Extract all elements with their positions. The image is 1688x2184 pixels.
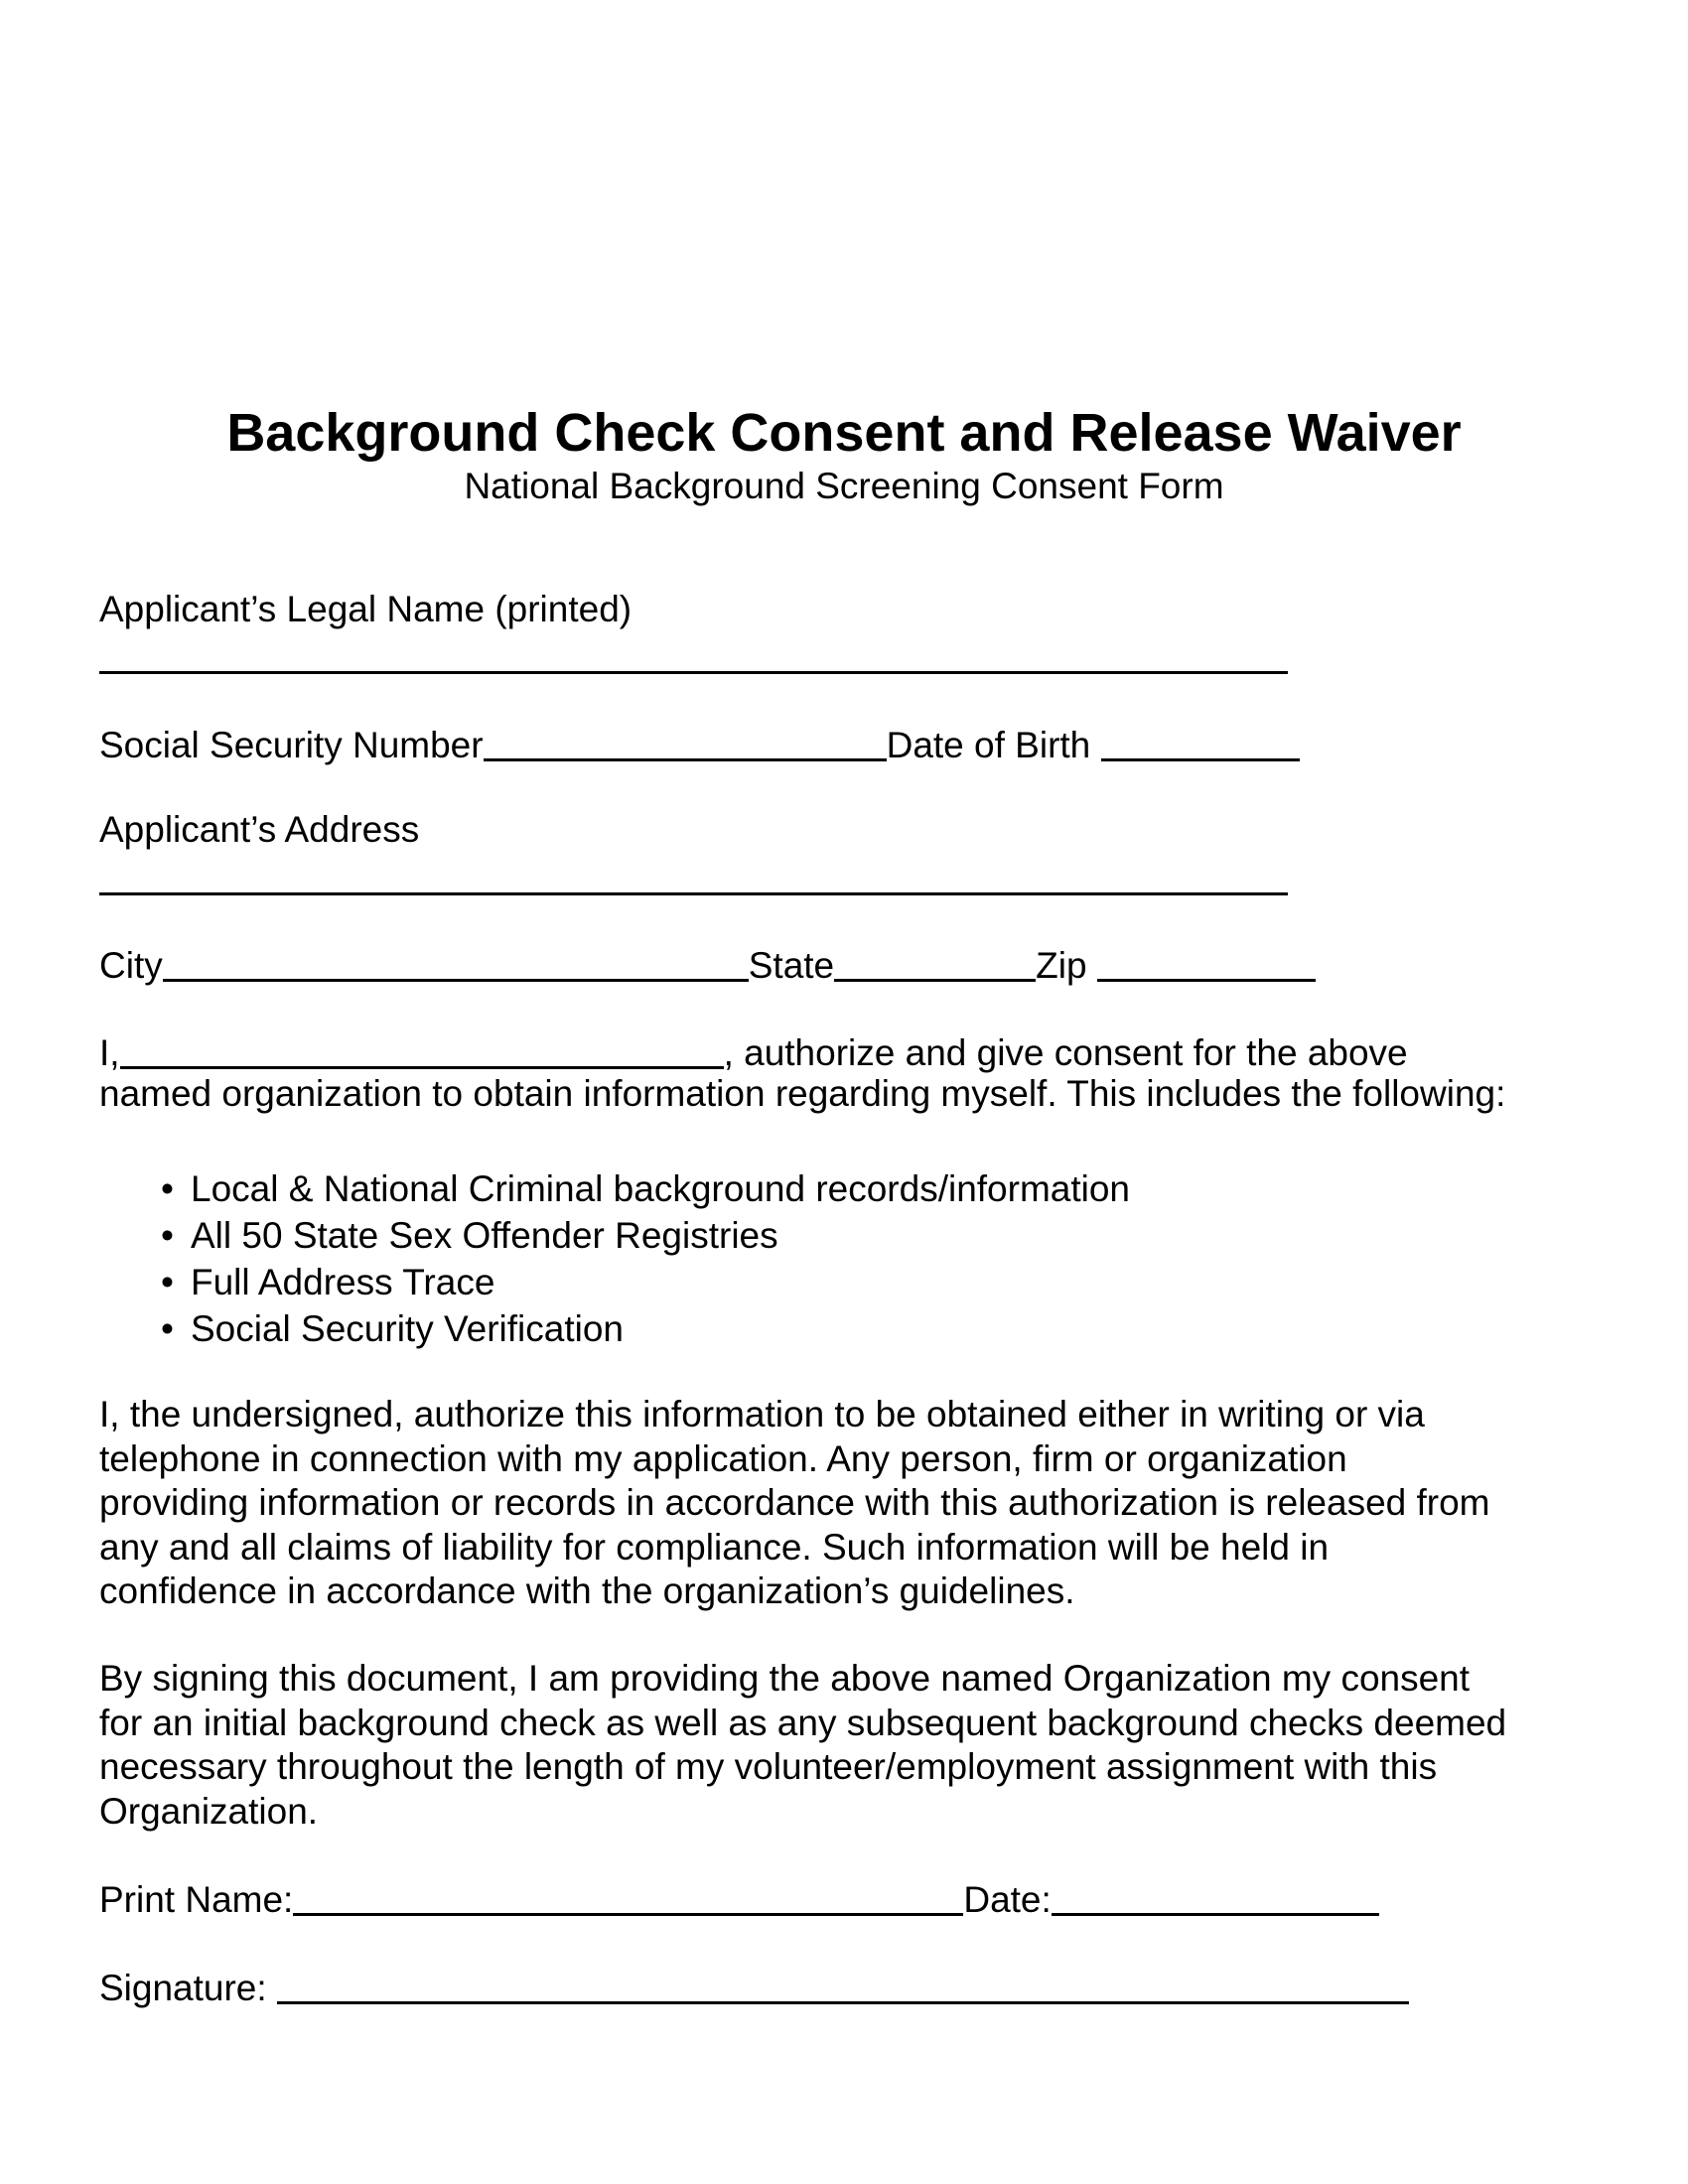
bullet-icon: • bbox=[161, 1308, 174, 1349]
print-name-date-row bbox=[99, 1875, 1379, 1922]
page-title: Background Check Consent and Release Waiver bbox=[226, 403, 1462, 463]
signature-row bbox=[99, 1964, 1409, 2010]
city-state-zip-row bbox=[99, 941, 1316, 988]
address-label: Applicant’s Address bbox=[99, 809, 420, 850]
print-name-field[interactable] bbox=[293, 1879, 963, 1916]
city-label: City bbox=[99, 945, 163, 986]
ssn-field[interactable] bbox=[484, 725, 887, 761]
address-field[interactable] bbox=[99, 892, 1288, 895]
print-name-label: Print Name: bbox=[99, 1879, 294, 1920]
legal-name-label: Applicant’s Legal Name (printed) bbox=[99, 589, 633, 629]
dob-label: Date of Birth bbox=[886, 725, 1091, 765]
consent-paragraph: By signing this document, I am providing the above named Organization my consent for an initial background check as well as any subsequent background checks deemed necessary throughout the length of my volunteer/employment assignment with this Organization. bbox=[99, 1658, 1507, 1832]
signature-label: Signature: bbox=[99, 1968, 267, 2008]
ssn-label: Social Security Number bbox=[99, 725, 484, 765]
bullet-icon: • bbox=[161, 1262, 174, 1302]
zip-field[interactable] bbox=[1097, 945, 1316, 982]
list-item: • Local & National Criminal background records/information bbox=[161, 1165, 1130, 1212]
bullet-icon: • bbox=[161, 1215, 174, 1256]
date-field[interactable] bbox=[1052, 1879, 1379, 1916]
list-item: • Full Address Trace bbox=[161, 1259, 1130, 1305]
state-label: State bbox=[748, 945, 835, 986]
signature-field[interactable] bbox=[277, 1968, 1409, 2004]
consent-line-1 bbox=[99, 1028, 1408, 1075]
consent-suffix: , authorize and give consent for the above bbox=[723, 1032, 1408, 1073]
bullet-icon: • bbox=[161, 1168, 174, 1209]
consent-line-2: named organization to obtain information regarding myself. This includes the following: bbox=[99, 1073, 1506, 1114]
list-item: • Social Security Verification bbox=[161, 1305, 1130, 1352]
checks-list bbox=[161, 1165, 1130, 1352]
date-label: Date: bbox=[963, 1879, 1052, 1920]
state-field[interactable] bbox=[834, 945, 1036, 982]
dob-field[interactable] bbox=[1101, 725, 1300, 761]
zip-label: Zip bbox=[1036, 945, 1087, 986]
consent-name-field[interactable] bbox=[120, 1032, 724, 1069]
consent-prefix: I, bbox=[99, 1032, 120, 1073]
list-item: • All 50 State Sex Offender Registries bbox=[161, 1212, 1130, 1259]
page-subtitle: National Background Screening Consent Form bbox=[464, 466, 1224, 506]
legal-name-field[interactable] bbox=[99, 671, 1288, 674]
ssn-dob-row bbox=[99, 721, 1300, 767]
city-field[interactable] bbox=[163, 945, 749, 982]
authorization-paragraph: I, the undersigned, authorize this information to be obtained either in writing or via telephone in connection with my application. Any person, firm or organization providing information or records in accordance with this authorization is released from any and all claims of liability for compliance. Such information will be held in confidence in accordance with the organization’s guidelines. bbox=[99, 1394, 1490, 1611]
